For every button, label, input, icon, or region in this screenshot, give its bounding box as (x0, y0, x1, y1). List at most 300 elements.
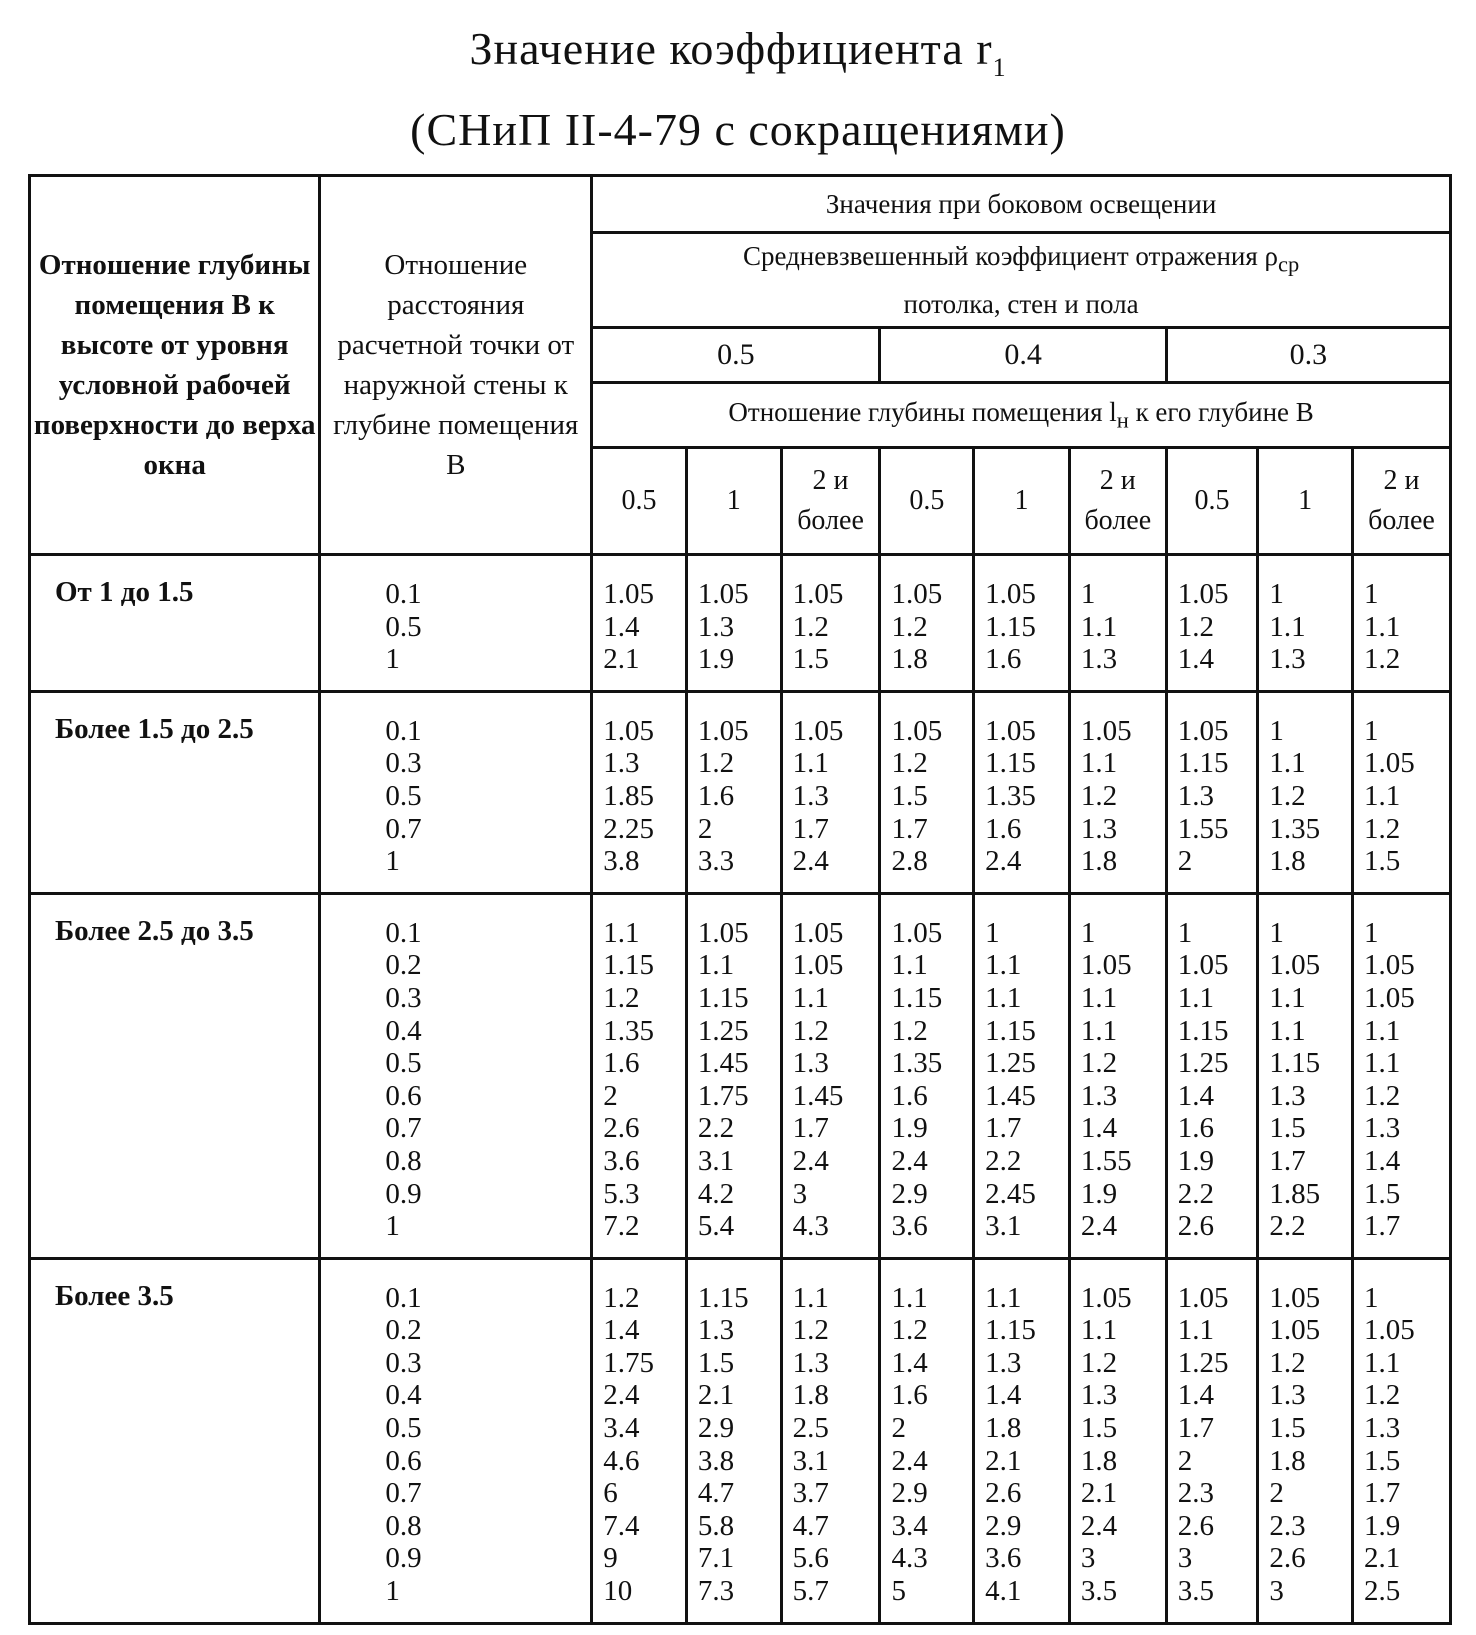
coefficient-value: 1.15 (1177, 747, 1229, 780)
coefficient-value: 1 (985, 916, 1000, 949)
coefficient-value: 2 (697, 812, 713, 845)
coefficient-value: 3.1 (985, 1210, 1022, 1243)
coefficient-value: 2 (603, 1079, 618, 1112)
coefficient-value: 2 (891, 1412, 906, 1445)
coefficient-value: 1.2 (1080, 1047, 1118, 1080)
coefficient-value: 4.1 (985, 1575, 1022, 1608)
coefficient-value: 1.9 (1080, 1177, 1118, 1210)
coefficient-value: 1 (1364, 1281, 1379, 1314)
coefficient-value: 1.3 (985, 1346, 1022, 1379)
coefficient-value: 1.3 (1269, 1379, 1306, 1412)
distance-value: 0.8 (385, 1144, 422, 1177)
coefficient-value: 1.15 (1269, 1047, 1321, 1080)
coefficient-value: 1.2 (792, 610, 829, 643)
distance-values (320, 893, 592, 1258)
coefficient-value: 2.1 (603, 643, 640, 676)
coefficient-value: 1.8 (1080, 845, 1118, 878)
coefficient-value: 1.6 (697, 779, 735, 812)
coefficient-value: 1.2 (891, 610, 928, 643)
coefficient-value: 1.25 (697, 1014, 749, 1047)
coefficient-value: 1.05 (891, 578, 943, 610)
coefficient-column (781, 691, 880, 893)
header-subcol: 2 и более (1069, 448, 1166, 555)
coefficient-value: 5.6 (792, 1542, 829, 1575)
coefficient-value: 2 (1177, 1444, 1193, 1477)
coefficient-value: 1.4 (603, 610, 640, 643)
coefficient-value: 1.2 (603, 981, 640, 1014)
coefficient-value: 1.35 (985, 779, 1036, 812)
coefficient-value: 6 (603, 1477, 618, 1510)
coefficient-value: 7.1 (697, 1542, 735, 1575)
coefficient-value: 1.05 (603, 578, 654, 610)
coefficient-value: 2.3 (1269, 1509, 1306, 1542)
coefficient-value: 1.05 (1269, 1314, 1321, 1347)
coefficient-value: 1.5 (1364, 845, 1401, 878)
coefficient-value: 3 (1177, 1542, 1193, 1575)
distance-value: 0.2 (385, 1314, 422, 1347)
coefficient-column (1353, 1258, 1451, 1623)
coefficient-value: 1.05 (1080, 714, 1132, 747)
coefficient-column (1258, 1258, 1353, 1623)
coefficient-value: 2.6 (1177, 1210, 1214, 1243)
coefficient-value: 1.6 (891, 1079, 928, 1112)
distance-value: 0.7 (385, 1477, 422, 1510)
coefficient-value: 1.6 (1177, 1112, 1214, 1145)
coefficient-value: 5.7 (792, 1575, 829, 1608)
coefficient-value: 2.1 (697, 1379, 735, 1412)
coefficient-value: 1.2 (792, 1014, 829, 1047)
coefficient-value: 1.8 (792, 1379, 829, 1412)
coefficient-value: 4.7 (697, 1477, 735, 1510)
header-distance-ratio: Отношение расстояния расчетной точки от наружной стены к глубине помещения В (320, 176, 592, 555)
coefficient-value: 1.7 (792, 1112, 829, 1145)
distance-value: 1 (385, 1575, 400, 1608)
coefficient-value: 2.1 (985, 1444, 1022, 1477)
header-subcol: 0.5 (592, 448, 687, 555)
coefficient-column (974, 555, 1070, 692)
header-reflection: Средневзвешенный коэффициент отражения $\rho_{ср}$ потолка, стен и пола (592, 233, 1451, 328)
coefficient-value: 2.45 (985, 1177, 1036, 1210)
coefficient-value: 1.55 (1080, 1144, 1132, 1177)
coefficient-value: 3.6 (603, 1144, 640, 1177)
coefficient-value: 2.6 (1177, 1509, 1214, 1542)
coefficient-value: 1.2 (603, 1281, 640, 1314)
coefficient-value: 1.05 (1177, 714, 1229, 747)
coefficient-value: 1 (1364, 578, 1379, 610)
coefficient-value: 1.15 (985, 1314, 1036, 1347)
distance-value: 1 (385, 643, 400, 676)
distance-value: 0.5 (385, 610, 422, 643)
distance-value: 0.7 (385, 812, 422, 845)
coefficient-value: 1.15 (985, 747, 1036, 780)
table-row (30, 691, 1451, 893)
coefficient-value: 1.25 (985, 1047, 1036, 1080)
coefficient-value: 5.8 (697, 1509, 735, 1542)
coefficient-value: 5 (891, 1575, 906, 1608)
coefficient-value: 1.35 (1269, 812, 1321, 845)
coefficient-value: 1.7 (1364, 1210, 1401, 1243)
coefficient-value: 4.6 (603, 1444, 640, 1477)
distance-values (320, 691, 592, 893)
coefficient-value: 1.3 (1080, 643, 1118, 676)
header-subcol: 2 и более (781, 448, 880, 555)
coefficient-value: 1.7 (985, 1112, 1022, 1145)
header-subcol: 1 (1258, 448, 1353, 555)
coefficient-column (880, 555, 974, 692)
coefficient-value: 1.6 (985, 812, 1022, 845)
coefficient-value: 1.1 (891, 1281, 928, 1314)
coefficient-value: 1.05 (792, 578, 844, 610)
coefficient-value: 1.2 (891, 1014, 928, 1047)
coefficient-column (1353, 691, 1451, 893)
coefficient-value: 2.4 (792, 845, 829, 878)
coefficient-column (686, 1258, 781, 1623)
coefficient-value: 1.05 (1269, 1281, 1321, 1314)
coefficient-value: 1.2 (697, 747, 735, 780)
coefficient-value: 1.3 (1364, 1112, 1401, 1145)
distance-value: 0.3 (385, 981, 422, 1014)
coefficient-value: 1.05 (1177, 578, 1229, 610)
coefficient-value: 1.3 (1080, 1079, 1118, 1112)
coefficient-value: 1.15 (1177, 1014, 1229, 1047)
distance-value: 0.1 (385, 578, 422, 610)
coefficient-value: 9 (603, 1542, 618, 1575)
coefficient-value: 4.3 (792, 1210, 829, 1243)
coefficient-value: 1.1 (1364, 1014, 1401, 1047)
coefficient-value: 1 (1364, 916, 1379, 949)
coefficient-value: 1.2 (1269, 779, 1306, 812)
coefficient-value: 3.6 (891, 1210, 928, 1243)
coefficient-value: 1.05 (1080, 1281, 1132, 1314)
coefficient-value: 1.1 (1080, 981, 1118, 1014)
coefficient-value: 1.45 (792, 1079, 844, 1112)
coefficient-value: 2.4 (891, 1144, 928, 1177)
header-side-lighting: Значения при боковом освещении (592, 176, 1451, 233)
distance-value: 0.1 (385, 1281, 422, 1314)
coefficient-column (1069, 893, 1166, 1258)
coefficient-value: 1.1 (792, 747, 829, 780)
coefficient-value: 1.6 (603, 1047, 640, 1080)
coefficient-value: 1.05 (792, 949, 844, 982)
coefficient-column (1353, 893, 1451, 1258)
coefficient-value: 1.75 (603, 1346, 654, 1379)
coefficient-value: 1.2 (1364, 1079, 1401, 1112)
coefficient-value: 1.45 (985, 1079, 1036, 1112)
distance-value: 0.7 (385, 1112, 422, 1145)
coefficient-value: 4.3 (891, 1542, 928, 1575)
coefficient-value: 1.55 (1177, 812, 1229, 845)
group-label: Более 3.5 (30, 1258, 320, 1623)
distance-value: 0.3 (385, 747, 422, 780)
coefficient-value: 1.5 (1364, 1177, 1401, 1210)
coefficient-value: 2.2 (985, 1144, 1022, 1177)
coefficient-value: 1.3 (1080, 1379, 1118, 1412)
coefficient-value: 3.4 (603, 1412, 640, 1445)
header-subcol: 0.5 (1166, 448, 1258, 555)
coefficient-value: 1.1 (1364, 610, 1401, 643)
coefficient-value: 1.15 (697, 1281, 749, 1314)
coefficient-value: 1.05 (891, 714, 943, 747)
coefficient-value: 1.05 (985, 578, 1036, 610)
header-depth-height-ratio: Отношение глубины помещения В к высоте от уровня условной рабочей поверхности до верха окна (30, 176, 320, 555)
coefficient-value: 2.9 (891, 1477, 928, 1510)
coefficient-value: 1.4 (1177, 643, 1214, 676)
coefficient-value: 1.4 (1080, 1112, 1118, 1145)
coefficient-value: 2 (1177, 845, 1193, 878)
coefficient-value: 1.3 (1269, 1079, 1306, 1112)
coefficient-value: 1.9 (891, 1112, 928, 1145)
distance-values (320, 1258, 592, 1623)
coefficient-value: 3.4 (891, 1509, 928, 1542)
coefficient-value: 1.4 (603, 1314, 640, 1347)
distance-value: 0.4 (385, 1014, 422, 1047)
group-label: От 1 до 1.5 (30, 555, 320, 692)
coefficient-value: 1.1 (1364, 1346, 1401, 1379)
distance-value: 1 (385, 1210, 400, 1243)
coefficient-column (974, 1258, 1070, 1623)
coefficient-value: 2.6 (1269, 1542, 1306, 1575)
coefficient-value: 2.4 (891, 1444, 928, 1477)
coefficient-value: 2.4 (1080, 1210, 1118, 1243)
distance-value: 0.9 (385, 1177, 422, 1210)
coefficient-value: 1.05 (792, 916, 844, 949)
coefficient-value: 5.3 (603, 1177, 640, 1210)
coefficient-value: 2.4 (985, 845, 1022, 878)
coefficient-value: 1.4 (1177, 1379, 1214, 1412)
distance-value: 0.2 (385, 949, 422, 982)
coefficient-value: 1.15 (985, 610, 1036, 643)
coefficient-value: 1.1 (1269, 981, 1306, 1014)
coefficient-value: 1.7 (1269, 1144, 1306, 1177)
coefficient-value: 1.1 (1080, 610, 1118, 643)
coefficient-value: 1.05 (985, 714, 1036, 747)
table-row (30, 1258, 1451, 1623)
coefficient-value: 1.2 (891, 747, 928, 780)
coefficient-column (1166, 555, 1258, 692)
coefficient-value: 1.6 (985, 643, 1022, 676)
distance-value: 0.9 (385, 1542, 422, 1575)
coefficient-value: 2.1 (1080, 1477, 1118, 1510)
coefficient-value: 1.1 (1080, 747, 1118, 780)
header-subcol: 0.5 (880, 448, 974, 555)
coefficient-value: 1.25 (1177, 1346, 1229, 1379)
coefficient-value: 2.5 (792, 1412, 829, 1445)
coefficient-value: 1.3 (1269, 643, 1306, 676)
coefficient-column (1166, 1258, 1258, 1623)
title-line-1: Значение коэффициента $r_1$ (469, 23, 1007, 82)
coefficient-value: 1.1 (1177, 1314, 1214, 1347)
coefficient-value: 1.05 (1080, 949, 1132, 982)
coefficient-value: 2.2 (1269, 1210, 1306, 1243)
distance-value: 0.5 (385, 1047, 422, 1080)
coefficient-value: 1 (1080, 916, 1096, 949)
coefficient-value: 2.1 (1364, 1542, 1401, 1575)
coefficient-value: 2.9 (985, 1509, 1022, 1542)
coefficient-value: 1.1 (891, 949, 928, 982)
distance-value: 0.8 (385, 1509, 422, 1542)
coefficient-value: 1.1 (1364, 1047, 1401, 1080)
coefficient-value: 1.5 (1080, 1412, 1118, 1445)
coefficient-value: 1.1 (1080, 1314, 1118, 1347)
coefficient-column (781, 1258, 880, 1623)
coefficient-value: 2.6 (603, 1112, 640, 1145)
coefficient-value: 3.3 (697, 845, 735, 878)
coefficient-value: 1.5 (1364, 1444, 1401, 1477)
document-title (0, 18, 1476, 161)
coefficient-value: 1.7 (792, 812, 829, 845)
coefficient-value: 1.1 (1177, 981, 1214, 1014)
coefficient-value: 1.45 (697, 1047, 749, 1080)
coefficient-column (1166, 893, 1258, 1258)
coefficient-value: 1.05 (891, 916, 943, 949)
coefficient-value: 1 (1080, 578, 1096, 610)
coefficient-value: 2.4 (1080, 1509, 1118, 1542)
coefficient-value: 1.15 (603, 949, 654, 982)
coefficient-column (880, 893, 974, 1258)
header-rho-0-4: 0.4 (880, 328, 1166, 383)
header-length-depth-ratio: Отношение глубины помещения $l_н$ к его глубине В (592, 383, 1451, 448)
coefficient-value: 1.4 (1364, 1144, 1401, 1177)
coefficient-value: 1.8 (891, 643, 928, 676)
distance-value: 0.6 (385, 1444, 422, 1477)
coefficient-value: 1.15 (891, 981, 943, 1014)
coefficient-value: 2.25 (603, 812, 654, 845)
coefficient-column (880, 1258, 974, 1623)
coefficient-value: 1.7 (891, 812, 928, 845)
coefficient-value: 2 (1269, 1477, 1284, 1510)
coefficient-value: 1.3 (792, 1047, 829, 1080)
coefficient-value: 3.1 (792, 1444, 829, 1477)
distance-value: 1 (385, 845, 400, 878)
coefficient-value: 3.8 (603, 845, 640, 878)
coefficient-column (1258, 691, 1353, 893)
coefficient-value: 1.1 (603, 916, 640, 949)
coefficient-value: 7.3 (697, 1575, 735, 1608)
coefficient-value: 1.5 (1269, 1112, 1306, 1145)
coefficient-value: 1.15 (985, 1014, 1036, 1047)
coefficient-value: 1.25 (1177, 1047, 1229, 1080)
coefficient-value: 1.05 (697, 916, 749, 949)
coefficient-column (686, 691, 781, 893)
coefficient-value: 1.05 (1177, 1281, 1229, 1314)
coefficient-value: 1.1 (1269, 747, 1306, 780)
coefficient-value: 1.8 (985, 1412, 1022, 1445)
coefficient-value: 1.05 (697, 714, 749, 747)
coefficient-column (686, 555, 781, 692)
coefficient-column (1069, 691, 1166, 893)
coefficient-value: 1.05 (697, 578, 749, 610)
distance-value: 0.3 (385, 1346, 422, 1379)
coefficient-value: 1.2 (1177, 610, 1214, 643)
coefficient-value: 1.3 (697, 610, 735, 643)
header-rho-0-3: 0.3 (1166, 328, 1450, 383)
distance-value: 0.1 (385, 714, 422, 747)
coefficient-value: 4.7 (792, 1509, 829, 1542)
coefficient-value: 1.5 (792, 643, 829, 676)
coefficient-value: 2.8 (891, 845, 928, 878)
coefficient-value: 1.5 (1269, 1412, 1306, 1445)
coefficient-value: 1.05 (1177, 949, 1229, 982)
table-row (30, 893, 1451, 1258)
coefficient-value: 1.85 (603, 779, 654, 812)
coefficient-value: 1.1 (1269, 1014, 1306, 1047)
coefficient-value: 1.05 (1364, 747, 1415, 780)
coefficient-value: 3.1 (697, 1144, 735, 1177)
coefficient-value: 1.2 (1364, 643, 1401, 676)
header-rho-0-5: 0.5 (592, 328, 880, 383)
coefficient-value: 1.1 (985, 981, 1022, 1014)
coefficient-column (1069, 1258, 1166, 1623)
coefficient-value: 7.4 (603, 1509, 640, 1542)
coefficient-value: 2.4 (792, 1144, 829, 1177)
coefficient-value: 1 (1269, 714, 1284, 747)
coefficient-value: 1.3 (1364, 1412, 1401, 1445)
coefficient-column (1069, 555, 1166, 692)
coefficient-value: 1 (1177, 916, 1193, 949)
table-row (30, 555, 1451, 692)
coefficient-value: 1.05 (792, 714, 844, 747)
coefficient-value: 1.1 (792, 1281, 829, 1314)
coefficient-value: 1.4 (1177, 1079, 1214, 1112)
header-subcol: 1 (686, 448, 781, 555)
coefficient-value: 1.2 (1269, 1346, 1306, 1379)
coefficient-value: 1.75 (697, 1079, 749, 1112)
coefficient-value: 3.5 (1177, 1575, 1214, 1608)
coefficient-column (1166, 691, 1258, 893)
coefficient-column (592, 691, 687, 893)
coefficient-column (686, 893, 781, 1258)
coefficient-value: 1.1 (1269, 610, 1306, 643)
coefficient-value: 10 (603, 1575, 633, 1608)
coefficient-value: 1.3 (792, 779, 829, 812)
distance-values (320, 555, 592, 692)
coefficient-value: 2.3 (1177, 1477, 1214, 1510)
coefficient-value: 1.05 (1364, 1314, 1415, 1347)
coefficient-value: 1.3 (1177, 779, 1214, 812)
coefficient-value: 1.9 (1364, 1509, 1401, 1542)
coefficient-value: 7.2 (603, 1210, 640, 1243)
coefficient-value: 1.4 (891, 1346, 928, 1379)
coefficient-column (1258, 893, 1353, 1258)
coefficient-value: 2.4 (603, 1379, 640, 1412)
coefficient-value: 1.05 (603, 714, 654, 747)
coefficient-value: 1.5 (891, 779, 928, 812)
coefficient-value: 3.7 (792, 1477, 829, 1510)
coefficient-value: 1.1 (1080, 1014, 1118, 1047)
coefficient-value: 1.7 (1364, 1477, 1401, 1510)
coefficient-value: 1.05 (1364, 981, 1415, 1014)
coefficient-column (974, 691, 1070, 893)
coefficient-value: 5.4 (697, 1210, 735, 1243)
coefficient-value: 1.8 (1269, 1444, 1306, 1477)
coefficient-value: 1.1 (792, 981, 829, 1014)
title-line-2: (СНиП II-4-79 с сокращениями) (410, 104, 1066, 155)
coefficient-value: 1.2 (1080, 1346, 1118, 1379)
coefficient-value: 1.2 (891, 1314, 928, 1347)
coefficient-value: 3 (1080, 1542, 1096, 1575)
header-subcol: 1 (974, 448, 1070, 555)
coefficient-value: 1.5 (697, 1346, 735, 1379)
coefficient-value: 1.3 (603, 747, 640, 780)
group-label: Более 1.5 до 2.5 (30, 691, 320, 893)
coefficient-value: 1.2 (1364, 812, 1401, 845)
coefficient-value: 1.35 (891, 1047, 943, 1080)
coefficient-value: 1 (1269, 916, 1284, 949)
coefficient-value: 2.2 (697, 1112, 735, 1145)
coefficient-value: 1.6 (891, 1379, 928, 1412)
coefficient-value: 2.9 (891, 1177, 928, 1210)
coefficient-value: 1.7 (1177, 1412, 1214, 1445)
